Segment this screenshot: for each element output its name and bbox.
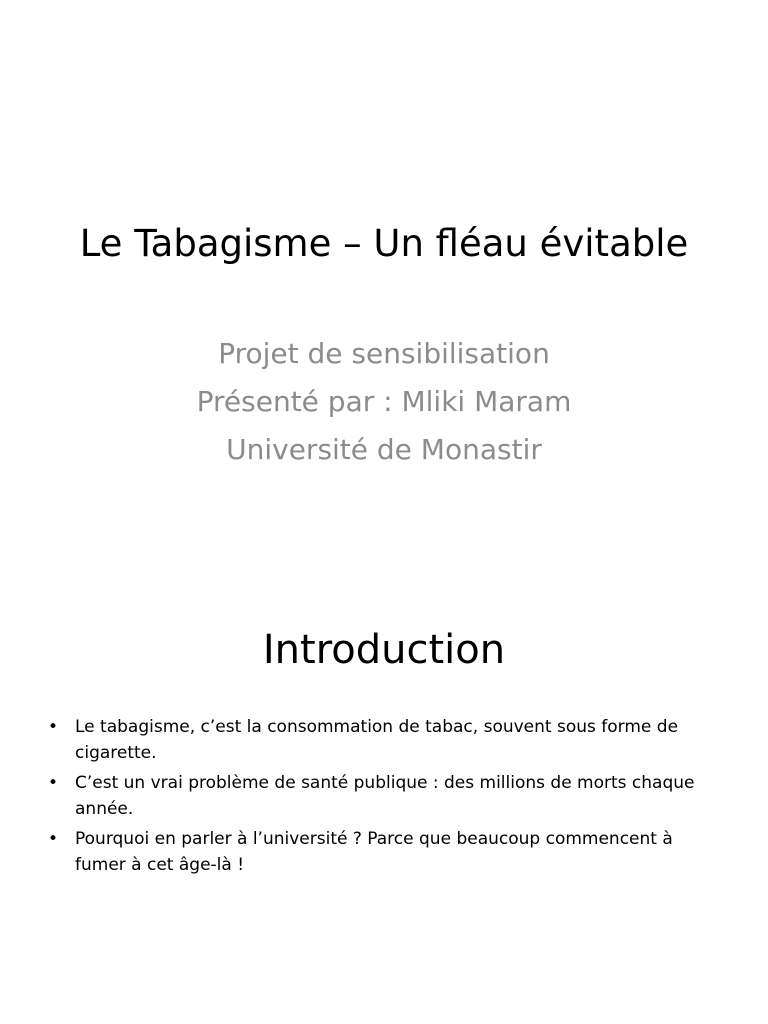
bullet-list: [48, 714, 728, 882]
list-item: [48, 770, 728, 822]
slide-title: Introduction: [262, 627, 506, 673]
list-item: [48, 826, 728, 878]
bullet-icon: •: [48, 773, 59, 793]
introduction-slide: [0, 512, 768, 1024]
bullet-text: Le tabagisme, c’est la consommation de tabac, souvent sous forme de cigarette.: [75, 717, 679, 763]
bullet-text: Pourquoi en parler à l’université ? Parce que beaucoup commencent à fumer à cet âge-là !: [75, 829, 673, 875]
bullet-text: C’est un vrai problème de santé publique : des millions de morts chaque année.: [75, 773, 695, 819]
list-item: [48, 714, 728, 766]
bullet-icon: •: [48, 829, 59, 849]
subtitle-line-presenter: Présenté par : Mliki Maram: [196, 385, 572, 418]
subtitle-line-project: Projet de sensibilisation: [218, 337, 550, 370]
slide-subtitle: [0, 330, 768, 474]
bullet-icon: •: [48, 717, 59, 737]
subtitle-line-university: Université de Monastir: [226, 433, 542, 466]
slide-title: Le Tabagisme – Un fléau évitable: [79, 222, 689, 265]
